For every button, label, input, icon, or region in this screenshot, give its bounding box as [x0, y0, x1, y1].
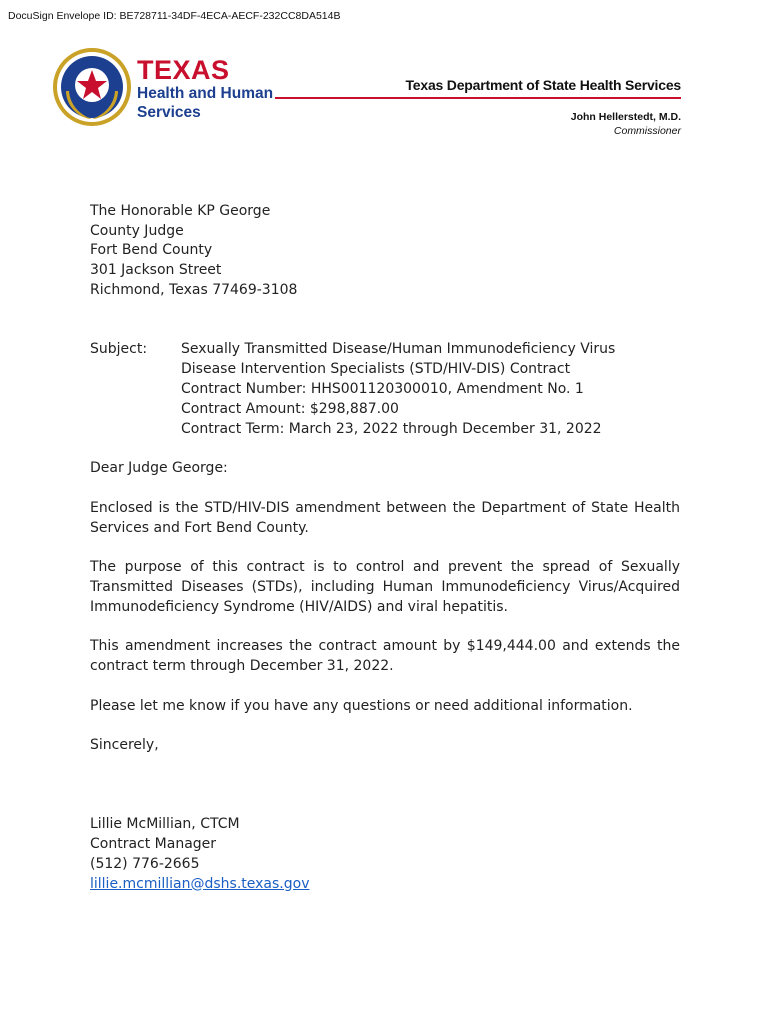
subject-label: Subject:	[90, 341, 148, 358]
brand-line-hhs: Health and Human	[137, 85, 274, 102]
body-paragraph: Please let me know if you have any questions or need additional information.	[90, 697, 633, 714]
signer-email-link[interactable]: lillie.mcmillian@dshs.texas.gov	[90, 875, 310, 892]
address-line: Fort Bend County	[90, 242, 213, 259]
subject-line: Contract Term: March 23, 2022 through December 31, 2022	[181, 420, 602, 437]
subject-block	[90, 340, 680, 439]
department-name: Texas Department of State Health Services	[405, 77, 681, 93]
body-paragraph: Enclosed is the STD/HIV-DIS amendment between the Department of State Health Services and Fort Bend County.	[90, 499, 680, 536]
subject-line: Contract Amount: $298,887.00	[181, 400, 399, 417]
signer-phone: (512) 776-2665	[90, 855, 200, 872]
subject-line: Disease Intervention Specialists (STD/HIV-DIS) Contract	[181, 361, 571, 378]
brand-line-services: Services	[137, 104, 201, 121]
body-paragraph: The purpose of this contract is to control and prevent the spread of Sexually Transmitted Diseases (STDs), including Human Immunodeficiency Virus/Acquired Immunodeficiency Syndrome (HIV/AIDS) and viral hepatitis.	[90, 559, 680, 615]
commissioner-title: Commissioner	[613, 125, 681, 137]
subject-line: Contract Number: HHS001120300010, Amendment No. 1	[181, 380, 584, 397]
address-line: 301 Jackson Street	[90, 262, 222, 279]
header-rule	[275, 97, 681, 99]
agency-brand	[137, 56, 273, 122]
letter-body	[90, 182, 680, 894]
address-line: Richmond, Texas 77469-3108	[90, 281, 298, 298]
address-line: County Judge	[90, 222, 184, 239]
signature-block	[90, 815, 680, 894]
signer-title: Contract Manager	[90, 835, 217, 852]
envelope-id: DocuSign Envelope ID: BE728711-34DF-4ECA-AECF-232CC8DA514B	[8, 10, 341, 22]
subject-line: Sexually Transmitted Disease/Human Immunodeficiency Virus	[181, 341, 616, 358]
signer-name: Lillie McMillian, CTCM	[90, 816, 240, 833]
commissioner-block	[571, 110, 681, 138]
salutation: Dear Judge George:	[90, 460, 228, 477]
body-paragraph: This amendment increases the contract amount by $149,444.00 and extends the contract term through December 31, 2022.	[90, 638, 680, 675]
commissioner-name: John Hellerstedt, M.D.	[570, 111, 681, 123]
address-line: The Honorable KP George	[90, 202, 271, 219]
closing: Sincerely,	[90, 737, 159, 754]
brand-line-texas: TEXAS	[137, 55, 230, 85]
texas-hhs-seal-logo	[52, 45, 132, 129]
